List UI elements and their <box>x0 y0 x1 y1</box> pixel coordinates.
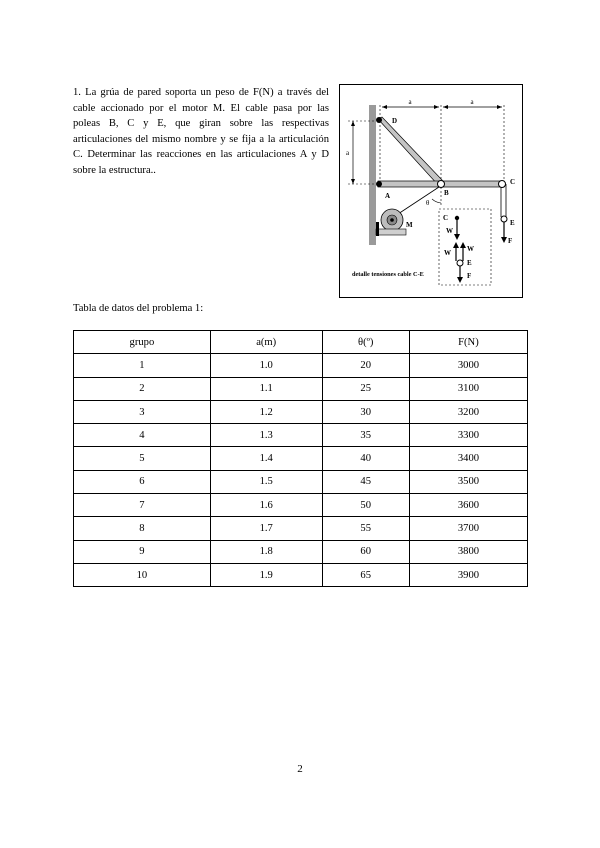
motor-base <box>376 229 406 235</box>
strut-db <box>378 117 443 186</box>
column-header: θ(º) <box>322 331 409 354</box>
table-cell: 10 <box>74 563 211 586</box>
table-cell: 55 <box>322 517 409 540</box>
table-cell: 1.3 <box>210 424 322 447</box>
table-cell: 2 <box>74 377 211 400</box>
label-a: A <box>385 192 391 200</box>
table-row <box>74 494 528 517</box>
table-cell: 1 <box>74 354 211 377</box>
table-cell: 3200 <box>409 400 527 423</box>
label-e: E <box>510 219 515 227</box>
table-cell: 1.1 <box>210 377 322 400</box>
table-cell: 3900 <box>409 563 527 586</box>
table-cell: 1.2 <box>210 400 322 423</box>
label-b: B <box>444 189 449 197</box>
table-cell: 3 <box>74 400 211 423</box>
table-cell: 3800 <box>409 540 527 563</box>
label-d: D <box>392 117 398 125</box>
table-cell: 6 <box>74 470 211 493</box>
detail-caption: detalle tensiones cable C-E <box>352 271 424 278</box>
label-m: M <box>406 221 413 229</box>
table-cell: 45 <box>322 470 409 493</box>
problem-statement: 1. La grúa de pared soporta un peso de F(N) a través del cable accionado por el motor M. El cable pasa por las poleas B, C y E, que giran sobre las respectivas articulaciones del mismo nombre y se fija a la articulación C. Determinar las reacciones en las articulaciones A y D sobre la estructura.. <box>73 87 329 176</box>
table-row <box>74 470 528 493</box>
table-cell: 1.9 <box>210 563 322 586</box>
table-cell: 25 <box>322 377 409 400</box>
table-cell: 1.7 <box>210 517 322 540</box>
table-cell: 3500 <box>409 470 527 493</box>
table-header-row <box>74 331 528 354</box>
table-cell: 5 <box>74 447 211 470</box>
dim-label-a1: a <box>408 98 412 106</box>
table-cell: 1.6 <box>210 494 322 517</box>
pulley-c <box>499 181 506 188</box>
table-row <box>74 400 528 423</box>
cable-bm <box>395 187 439 216</box>
table-cell: 50 <box>322 494 409 517</box>
table-cell: 3700 <box>409 517 527 540</box>
table-cell: 9 <box>74 540 211 563</box>
table-cell: 7 <box>74 494 211 517</box>
detail-label-w3: W <box>467 245 474 253</box>
page-number: 2 <box>297 763 303 775</box>
label-theta: θ <box>426 199 430 207</box>
table-cell: 8 <box>74 517 211 540</box>
data-table <box>73 330 528 587</box>
table-row <box>74 424 528 447</box>
column-header: grupo <box>74 331 211 354</box>
dim-label-vertical: a <box>346 149 350 157</box>
crane-figure <box>339 84 523 298</box>
table-row <box>74 447 528 470</box>
table-cell: 1.4 <box>210 447 322 470</box>
table-cell: 65 <box>322 563 409 586</box>
table-row <box>74 563 528 586</box>
table-row <box>74 517 528 540</box>
table-cell: 3400 <box>409 447 527 470</box>
dim-label-a2: a <box>470 98 474 106</box>
detail-label-c: C <box>443 214 449 222</box>
detail-label-e: E <box>467 259 472 267</box>
label-c: C <box>510 178 516 186</box>
table-row <box>74 540 528 563</box>
pin-d <box>376 117 382 123</box>
detail-label-f: F <box>467 272 472 280</box>
label-f: F <box>508 237 513 245</box>
force-f-arrow <box>501 237 507 243</box>
pulley-b <box>438 181 445 188</box>
column-header: a(m) <box>210 331 322 354</box>
table-cell: 35 <box>322 424 409 447</box>
table-cell: 1.8 <box>210 540 322 563</box>
table-cell: 3100 <box>409 377 527 400</box>
detail-pulley-e <box>457 260 463 266</box>
table-cell: 1.0 <box>210 354 322 377</box>
detail-label-w2: W <box>444 249 451 257</box>
table-row <box>74 377 528 400</box>
table-caption: Tabla de datos del problema 1: <box>73 303 204 314</box>
column-header: F(N) <box>409 331 527 354</box>
table-cell: 40 <box>322 447 409 470</box>
table-cell: 3000 <box>409 354 527 377</box>
table-cell: 4 <box>74 424 211 447</box>
detail-label-w1: W <box>446 227 453 235</box>
table-cell: 3600 <box>409 494 527 517</box>
detail-pin-c <box>455 216 459 220</box>
table-cell: 60 <box>322 540 409 563</box>
pin-a <box>376 181 382 187</box>
table-row <box>74 354 528 377</box>
table-cell: 30 <box>322 400 409 423</box>
wall <box>369 105 376 245</box>
table-cell: 3300 <box>409 424 527 447</box>
crane-diagram <box>340 85 522 297</box>
pulley-e <box>501 216 507 222</box>
table-cell: 20 <box>322 354 409 377</box>
angle-arc <box>432 199 441 203</box>
table-cell: 1.5 <box>210 470 322 493</box>
